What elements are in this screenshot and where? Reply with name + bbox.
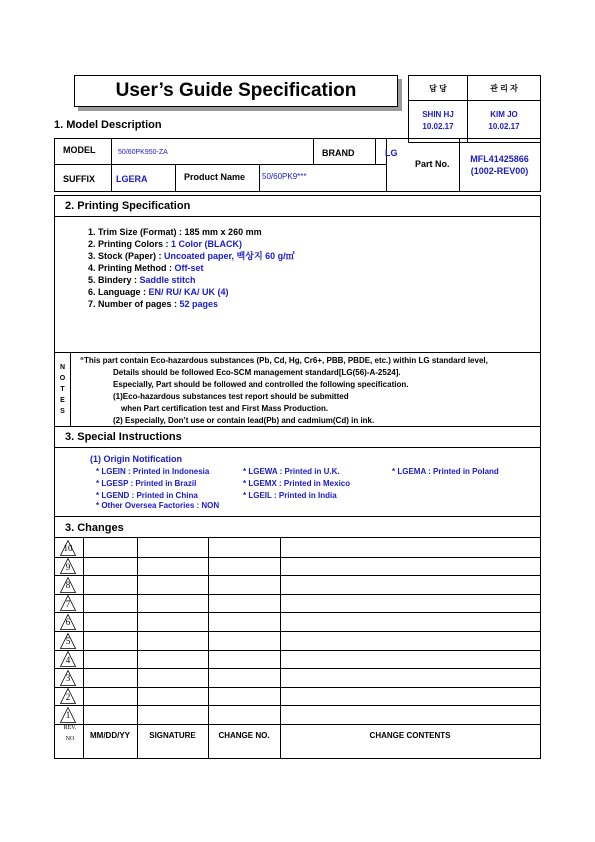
origin-col-2	[243, 466, 350, 502]
rev-no-label-2: NO	[65, 736, 75, 742]
printing-spec-label: 3. Stock (Paper) :	[88, 251, 165, 261]
printing-spec-item	[88, 262, 295, 274]
notes-letter: E	[60, 397, 65, 404]
approval-col2-date: 10.02.17	[488, 122, 520, 131]
product-name-value: 50/60PK9***	[262, 172, 307, 181]
changes-table	[55, 538, 540, 758]
origin-item: * LGEIN : Printed in Indonesia	[96, 467, 210, 476]
printing-spec-value: 185 mm x 260 mm	[184, 227, 262, 237]
printing-spec-value: 52 pages	[179, 299, 219, 309]
approval-col1-name: SHIN HJ	[422, 110, 454, 119]
notes-line: (2) Especially, Don’t use or contain lead(Pb) and cadmium(Cd) in ink.	[113, 416, 375, 425]
special-heading: 3. Special Instructions	[65, 431, 182, 443]
printing-spec-item	[88, 250, 295, 262]
revision-number: 2	[65, 691, 71, 702]
notes-line: “This part contain Eco-hazardous substances (Pb, Cd, Hg, Cr6+, PBB, PBDE, etc.) within LG standard level,	[80, 356, 488, 365]
notes-text	[80, 355, 488, 427]
notes-line: Especially, Part should be followed and controlled the following specification.	[113, 380, 409, 389]
notes-line: (1)Eco-hazardous substances test report should be submitted	[113, 392, 349, 401]
approval-col2-header: 관 리 자	[490, 84, 518, 93]
date-column-header: MM/DD/YY	[90, 731, 130, 740]
special-instructions-section	[54, 426, 541, 517]
printing-spec-list	[88, 226, 295, 310]
approval-box	[408, 75, 541, 143]
printing-section	[54, 195, 541, 427]
rev-no-label: REV.	[63, 725, 77, 731]
printing-spec-item	[88, 298, 295, 310]
model-table	[54, 138, 541, 192]
notes-letter: S	[60, 408, 65, 415]
revision-number: 9	[65, 561, 71, 572]
suffix-label: SUFFIX	[63, 174, 96, 184]
revision-number: 7	[65, 598, 71, 609]
approval-col1-header: 담 당	[429, 84, 447, 93]
change-no-column-header: CHANGE NO.	[218, 731, 270, 740]
origin-item: * LGEMA : Printed in Poland	[392, 467, 499, 476]
approval-col2-name: KIM JO	[490, 110, 518, 119]
title-text: User’s Guide Specification	[115, 80, 357, 101]
notes-line: Details should be followed Eco-SCM management standard[LG(56)-A-2524].	[113, 368, 401, 377]
origin-other: * Other Oversea Factories : NON	[96, 501, 220, 510]
suffix-value: LGERA	[116, 174, 148, 184]
change-contents-column-header: CHANGE CONTENTS	[369, 731, 451, 740]
printing-spec-label: 1. Trim Size (Format) :	[88, 227, 185, 237]
printing-spec-item	[88, 226, 295, 238]
model-label: MODEL	[63, 145, 96, 155]
product-name-label: Product Name	[184, 172, 246, 182]
brand-label: BRAND	[322, 148, 355, 158]
origin-item: * LGEIL : Printed in India	[243, 491, 337, 500]
origin-item: * LGEMX : Printed in Mexico	[243, 479, 351, 488]
printing-spec-value: Saddle stitch	[139, 275, 196, 285]
part-no-label: Part No.	[415, 159, 450, 169]
revision-number: 6	[65, 617, 71, 628]
part-no-value: MFL41425866	[470, 154, 529, 164]
printing-spec-item	[88, 274, 295, 286]
model-description-heading: 1. Model Description	[54, 119, 162, 131]
approval-col1-date: 10.02.17	[422, 122, 454, 131]
revision-number: 10	[63, 543, 73, 553]
signature-column-header: SIGNATURE	[149, 731, 196, 740]
document-title	[74, 75, 398, 107]
origin-item: * LGEWA : Printed in U.K.	[243, 467, 340, 476]
notes-letter: O	[59, 375, 66, 382]
origin-title: (1) Origin Notification	[90, 454, 182, 464]
notes-side-label	[55, 362, 70, 417]
notes-letter: N	[59, 364, 66, 371]
notes-letter: T	[60, 386, 65, 393]
printing-heading: 2. Printing Specification	[65, 200, 191, 212]
origin-col-3	[392, 466, 499, 478]
revision-number: 5	[65, 636, 71, 646]
changes-section	[54, 516, 541, 759]
printing-spec-value: Off-set	[174, 263, 204, 273]
printing-spec-label: 6. Language :	[88, 287, 149, 297]
printing-spec-label: 7. Number of pages :	[88, 299, 180, 309]
printing-spec-value: EN/ RU/ KA/ UK (4)	[148, 287, 229, 297]
revision-number: 1	[65, 710, 71, 721]
printing-spec-item	[88, 286, 295, 298]
printing-spec-item	[88, 238, 295, 250]
revision-number: 8	[65, 580, 71, 591]
revision-number: 3	[65, 673, 71, 684]
changes-heading: 3. Changes	[65, 522, 124, 534]
model-value: 50/60PK950-ZA	[118, 149, 168, 156]
part-no-rev: (1002-REV00)	[470, 166, 529, 176]
origin-item: * LGESP : Printed in Brazil	[96, 479, 197, 488]
printing-spec-value: Uncoated paper, 백상지 60 g/㎡	[164, 251, 295, 261]
origin-item: * LGEND : Printed in China	[96, 491, 198, 500]
origin-col-1	[96, 466, 209, 502]
printing-spec-value: 1 Color (BLACK)	[171, 239, 243, 249]
printing-spec-label: 2. Printing Colors :	[88, 239, 172, 249]
notes-line: when Part certification test and First Mass Production.	[121, 404, 329, 413]
printing-spec-label: 4. Printing Method :	[88, 263, 175, 273]
printing-spec-label: 5. Bindery :	[88, 275, 140, 285]
revision-number: 4	[65, 654, 71, 665]
brand-value: LG	[385, 148, 398, 158]
